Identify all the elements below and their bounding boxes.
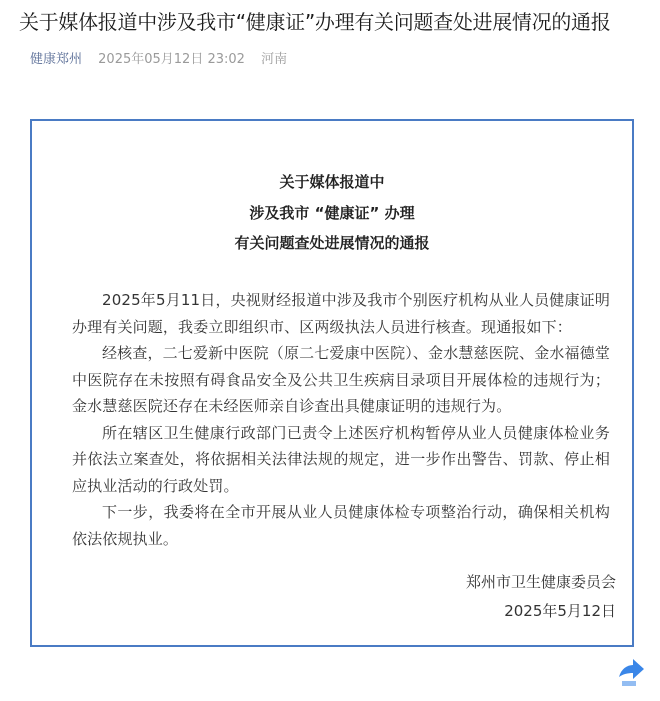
notice-heading-line-3: 有关问题查处进展情况的通报 bbox=[234, 234, 430, 252]
notice-body bbox=[72, 287, 610, 552]
article-title: 关于媒体报道中涉及我市“健康证”办理有关问题查处进展情况的通报 bbox=[19, 10, 611, 34]
signature-organization: 郑州市卫生健康委员会 bbox=[465, 573, 616, 591]
notice-paragraph-3: 所在辖区卫生健康行政部门已责令上述医疗机构暂停从业人员健康体检业务并依法立案查处，将依据相关法律法规的规定，进一步作出警告、罚款、停止相应执业活动的行政处罚。 bbox=[72, 423, 610, 495]
signature-date: 2025年5月12日 bbox=[504, 602, 616, 620]
author-link[interactable]: 健康郑州 bbox=[30, 52, 83, 67]
notice-image bbox=[30, 119, 634, 647]
notice-paragraph-2: 经核查，二七爱新中医院（原二七爱康中医院）、金水慧慈医院、金水福德堂中医院存在未按照有碍食品安全及公共卫生疾病目录项目开展体检的违规行为；金水慧慈医院还存在未经医师亲自诊查出具健康证明的违规行为。 bbox=[72, 344, 610, 415]
share-arrow-icon-graphic bbox=[616, 655, 646, 689]
notice-paragraph-1: 2025年5月11日，央视财经报道中涉及我市个别医疗机构从业人员健康证明办理有关问题，我委立即组织市、区两级执法人员进行核查。现通报如下： bbox=[72, 291, 610, 336]
publish-datetime: 2025年05月12日 23:02 bbox=[98, 52, 245, 67]
notice-paragraph-4: 下一步，我委将在全市开展从业人员健康体检专项整治行动，确保相关机构依法依规执业。 bbox=[72, 503, 610, 548]
share-arrow-icon[interactable] bbox=[616, 655, 646, 689]
publish-location: 河南 bbox=[261, 52, 288, 67]
notice-heading-line-1: 关于媒体报道中 bbox=[279, 173, 385, 191]
article-meta bbox=[30, 50, 299, 70]
notice-heading-line-2: 涉及我市 “健康证” 办理 bbox=[249, 204, 415, 222]
